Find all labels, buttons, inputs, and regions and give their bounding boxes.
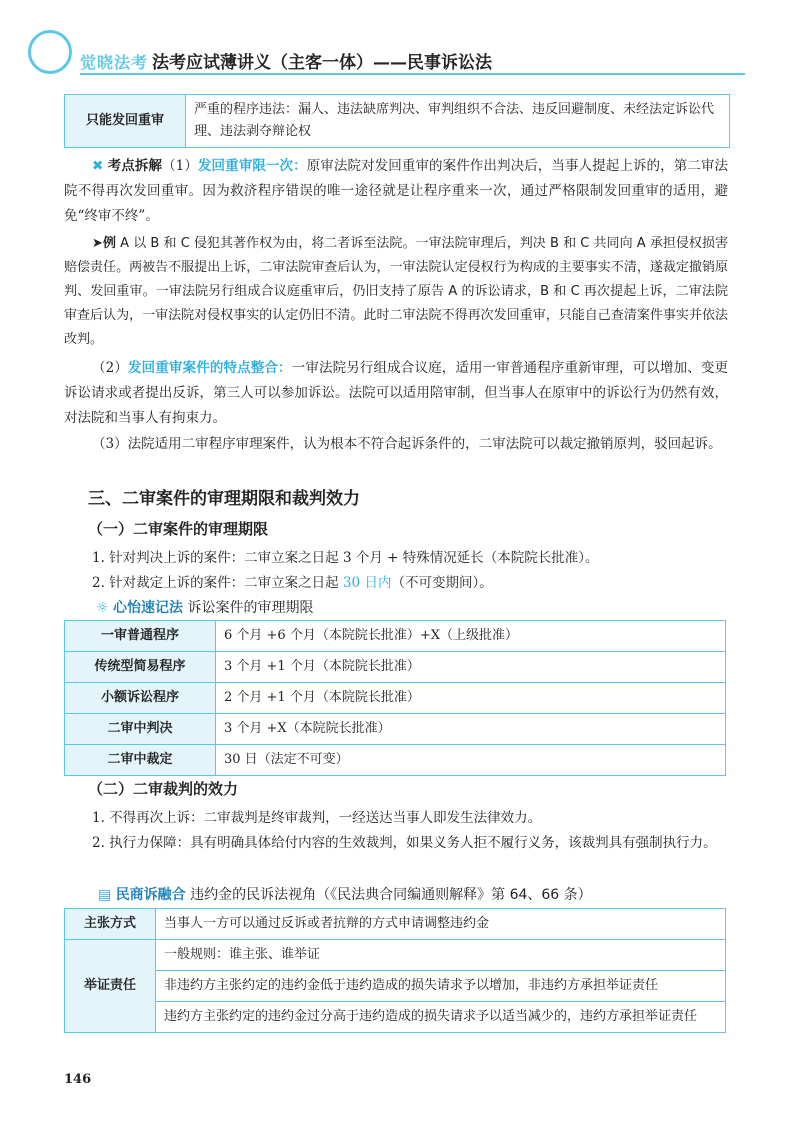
row-key: 二审中判决 xyxy=(65,714,216,745)
table-row xyxy=(65,621,726,652)
p2-text: 一审法院另行组成合议庭，适用一审普通程序重新审理，可以增加、变更诉讼请求或者提出反诉，第三人可以参加诉讼。法院可以适用陪审制，但当事人在原审中的诉讼行为仍然有效，对法院和当事人有拘束力。 xyxy=(64,360,729,426)
example-block xyxy=(64,232,728,352)
table-row xyxy=(65,971,726,1002)
table-row xyxy=(65,940,726,971)
table-row xyxy=(65,745,726,776)
row-key: 主张方式 xyxy=(65,909,156,940)
explain-p1 xyxy=(64,154,728,229)
explain-label: 考点拆解 xyxy=(107,158,163,174)
tip-label: 心怡速记法 xyxy=(113,600,184,616)
explain-p2 xyxy=(64,356,728,431)
table-row xyxy=(65,652,726,683)
table-row xyxy=(65,683,726,714)
wrench-icon: ✖ xyxy=(92,158,104,174)
table-row xyxy=(65,909,726,940)
row-value: 30 日（法定不可变） xyxy=(216,745,726,776)
period-line-2 xyxy=(92,571,732,595)
effect-line-2: 2. 执行力保障：具有明确具体给付内容的生效裁判，如果义务人拒不履行义务，该裁判具有强制执行力。 xyxy=(92,835,717,851)
p1-num: （1） xyxy=(162,158,198,174)
period-line-1: 1. 针对判决上诉的案件：二审立案之日起 3 个月 + 特殊情况延长（本院院长批准）。 xyxy=(92,550,599,566)
row-value: 一般规则：谁主张、谁举证 xyxy=(156,940,726,971)
book-title: 法考应试薄讲义（主客一体）——民事诉讼法 xyxy=(152,53,492,73)
row-value: 6 个月 +6 个月（本院院长批准）+X（上级批准） xyxy=(216,621,726,652)
example-label: 例 xyxy=(102,236,116,251)
subsection-2-title: （二）二审裁判的效力 xyxy=(88,780,239,798)
memory-tip xyxy=(96,597,313,617)
lightbulb-icon: ☼ xyxy=(96,600,109,616)
l2-c: （不可变期间）。 xyxy=(391,575,493,591)
civil-label: 民商诉融合 xyxy=(115,887,186,903)
p1-highlight: 发回重审限一次： xyxy=(197,158,307,174)
books-icon: ▤ xyxy=(98,887,112,903)
p2-num: （2） xyxy=(92,360,129,376)
row-value: 2 个月 +1 个月（本院院长批准） xyxy=(216,683,726,714)
civil-tag xyxy=(98,884,592,904)
civil-text: 违约金的民诉法视角（《民法典合同编通则解释》第 64、66 条） xyxy=(190,887,592,903)
explain-p3: （3）法院适用二审程序审理案件，认为根本不符合起诉条件的，二审法院可以裁定撤销原判，驳回起诉。 xyxy=(92,436,722,452)
brand-logo xyxy=(28,30,72,74)
period-table xyxy=(64,620,726,776)
row-key: 一审普通程序 xyxy=(65,621,216,652)
row-value: 3 个月 +1 个月（本院院长批准） xyxy=(216,652,726,683)
effect-line-1: 1. 不得再次上诉：二审裁判是终审裁判，一经送达当事人即发生法律效力。 xyxy=(92,810,542,826)
row-value: 当事人一方可以通过反诉或者抗辩的方式申请调整违约金 xyxy=(156,909,726,940)
row-value: 违约方主张约定的违约金过分高于违约造成的损失请求予以适当减少的，违约方承担举证责任 xyxy=(156,1002,726,1033)
retrial-label: 只能发回重审 xyxy=(65,95,186,148)
brand-name: 觉晓法考 xyxy=(80,53,149,72)
row-key: 二审中裁定 xyxy=(65,745,216,776)
row-key: 传统型简易程序 xyxy=(65,652,216,683)
arrow-icon: ➤ xyxy=(92,236,103,251)
section-title: 三、二审案件的审理期限和裁判效力 xyxy=(88,489,360,509)
p2-highlight: 发回重审案件的特点整合： xyxy=(128,360,292,376)
table-row xyxy=(65,714,726,745)
tip-text: 诉讼案件的审理期限 xyxy=(187,600,314,616)
l2-a: 2. 针对裁定上诉的案件：二审立案之日起 xyxy=(92,575,343,591)
retrial-text: 严重的程序违法：漏人、违法缺席判决、审判组织不合法、违反回避制度、未经法定诉讼代理、违法剥夺辩论权 xyxy=(186,95,730,148)
row-value: 非违约方主张约定的违约金低于违约造成的损失请求予以增加，非违约方承担举证责任 xyxy=(156,971,726,1002)
row-value: 3 个月 +X（本院院长批准） xyxy=(216,714,726,745)
retrial-table xyxy=(64,94,730,148)
subsection-1-title: （一）二审案件的审理期限 xyxy=(88,520,269,538)
l2-highlight: 30 日内 xyxy=(342,575,392,591)
header-rule xyxy=(80,73,745,75)
p1-text: 原审法院对发回重审的案件作出判决后，当事人提起上诉的，第二审法院不得再次发回重审。因为救济程序错误的唯一途径就是让程序重来一次，通过严格限制发回重审的适用，避免“终审不终”。 xyxy=(64,158,729,224)
table-row xyxy=(65,1002,726,1033)
row-key: 小额诉讼程序 xyxy=(65,683,216,714)
example-text: A 以 B 和 C 侵犯其著作权为由，将二者诉至法院。一审法院审理后，判决 B 和 C 共同向 A 承担侵权损害赔偿责任。两被告不服提出上诉，二审法院审查后认为，一审法院认定侵权行为构成的主要事实不清，遂裁定撤销原判、发回重审。一审法院另行组成合议庭重审后，仍旧支持了原告 A 的诉讼请求，B 和 C 再次提起上诉，二审法院审查后认为，一审法院对侵权事实的认定仍旧不清。此时二审法院不得再次发回重审，只能自己查清案件事实并依法改判。 xyxy=(64,236,728,347)
page-header xyxy=(0,0,800,76)
page-number: 146 xyxy=(64,1072,92,1087)
penalty-table xyxy=(64,908,726,1033)
row-key: 举证责任 xyxy=(65,940,156,1033)
